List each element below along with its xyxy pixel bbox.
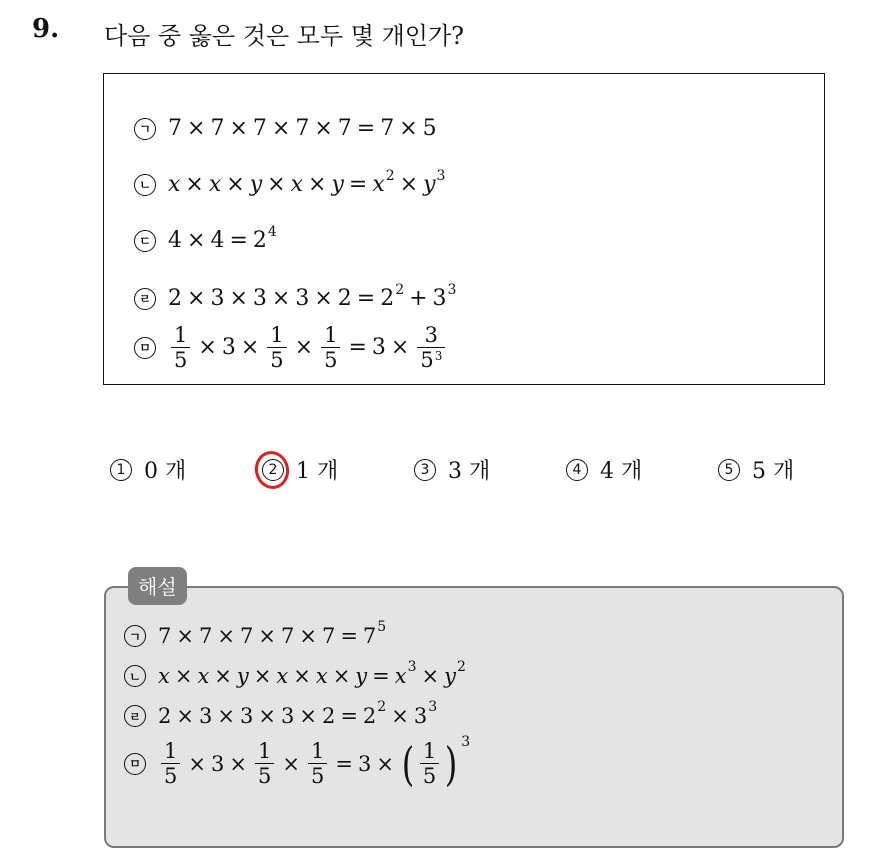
solution-line-d: ㄹ 2 × 3 × 3 × 3 × 2 = 2 2 × 3 3	[124, 704, 437, 728]
choice-number: 5	[718, 459, 740, 481]
question-number: 9.	[32, 14, 60, 44]
choice-label: 3 개	[448, 459, 491, 484]
choice-label: 4 개	[600, 459, 643, 484]
statement-box	[103, 73, 825, 385]
choice-label: 5 개	[752, 459, 795, 484]
choice-5[interactable]	[718, 454, 794, 485]
statement-d: ㄹ 2 × 3 × 3 × 3 × 2 = 2 2 + 3 3	[134, 286, 456, 311]
statement-marker: ㄷ	[134, 230, 156, 252]
solution-line-e: ㅁ $\frac{1}{5}$ × 3 × $\frac{1}{5}$ × $\frac{1}{5}$ = 3 × ( $\frac{1}{5}$ ) 3	[124, 740, 470, 787]
question-text: 다음 중 옳은 것은 모두 몇 개인가?	[104, 22, 465, 50]
statement-marker: ㄹ	[134, 288, 156, 310]
choice-label: 1 개	[296, 459, 339, 484]
solution-marker: ㄴ	[124, 665, 146, 687]
answer-circle-mark	[251, 447, 292, 491]
solution-marker: ㅁ	[124, 753, 146, 775]
solution-line-a: ㄱ 7 × 7 × 7 × 7 × 7 = 7 5	[124, 624, 386, 648]
statement-marker: ㄱ	[134, 118, 156, 140]
choice-number: 2	[262, 459, 284, 481]
solution-marker: ㄹ	[124, 705, 146, 727]
statement-c: ㄷ 4 × 4 = 2 4	[134, 228, 277, 253]
choice-2[interactable]	[262, 454, 338, 485]
statement-marker: ㅁ	[134, 337, 156, 359]
solution-line-b: ㄴ x × x × y × x × x × y = x 3 × y 2	[124, 664, 466, 688]
choice-3[interactable]	[414, 454, 490, 485]
statement-b: ㄴ x × x × y × x × y = x 2 × y 3	[134, 172, 445, 197]
choice-number: 1	[110, 459, 132, 481]
solution-box	[104, 586, 844, 848]
choice-number: 4	[566, 459, 588, 481]
answer-choices	[0, 450, 884, 486]
solution-marker: ㄱ	[124, 625, 146, 647]
statement-e: ㅁ $\frac{1}{5}$ × 3 × $\frac{1}{5}$ × $\frac{1}{5}$ = 3 × $\frac{3}{5^3}$	[134, 324, 448, 371]
choice-1[interactable]	[110, 454, 186, 485]
statement-marker: ㄴ	[134, 174, 156, 196]
choice-label: 0 개	[144, 459, 187, 484]
choice-number: 3	[414, 459, 436, 481]
choice-4[interactable]	[566, 454, 642, 485]
solution-title: 해설	[128, 567, 187, 605]
statement-a: ㄱ 7 × 7 × 7 × 7 × 7 = 7 × 5	[134, 116, 437, 141]
